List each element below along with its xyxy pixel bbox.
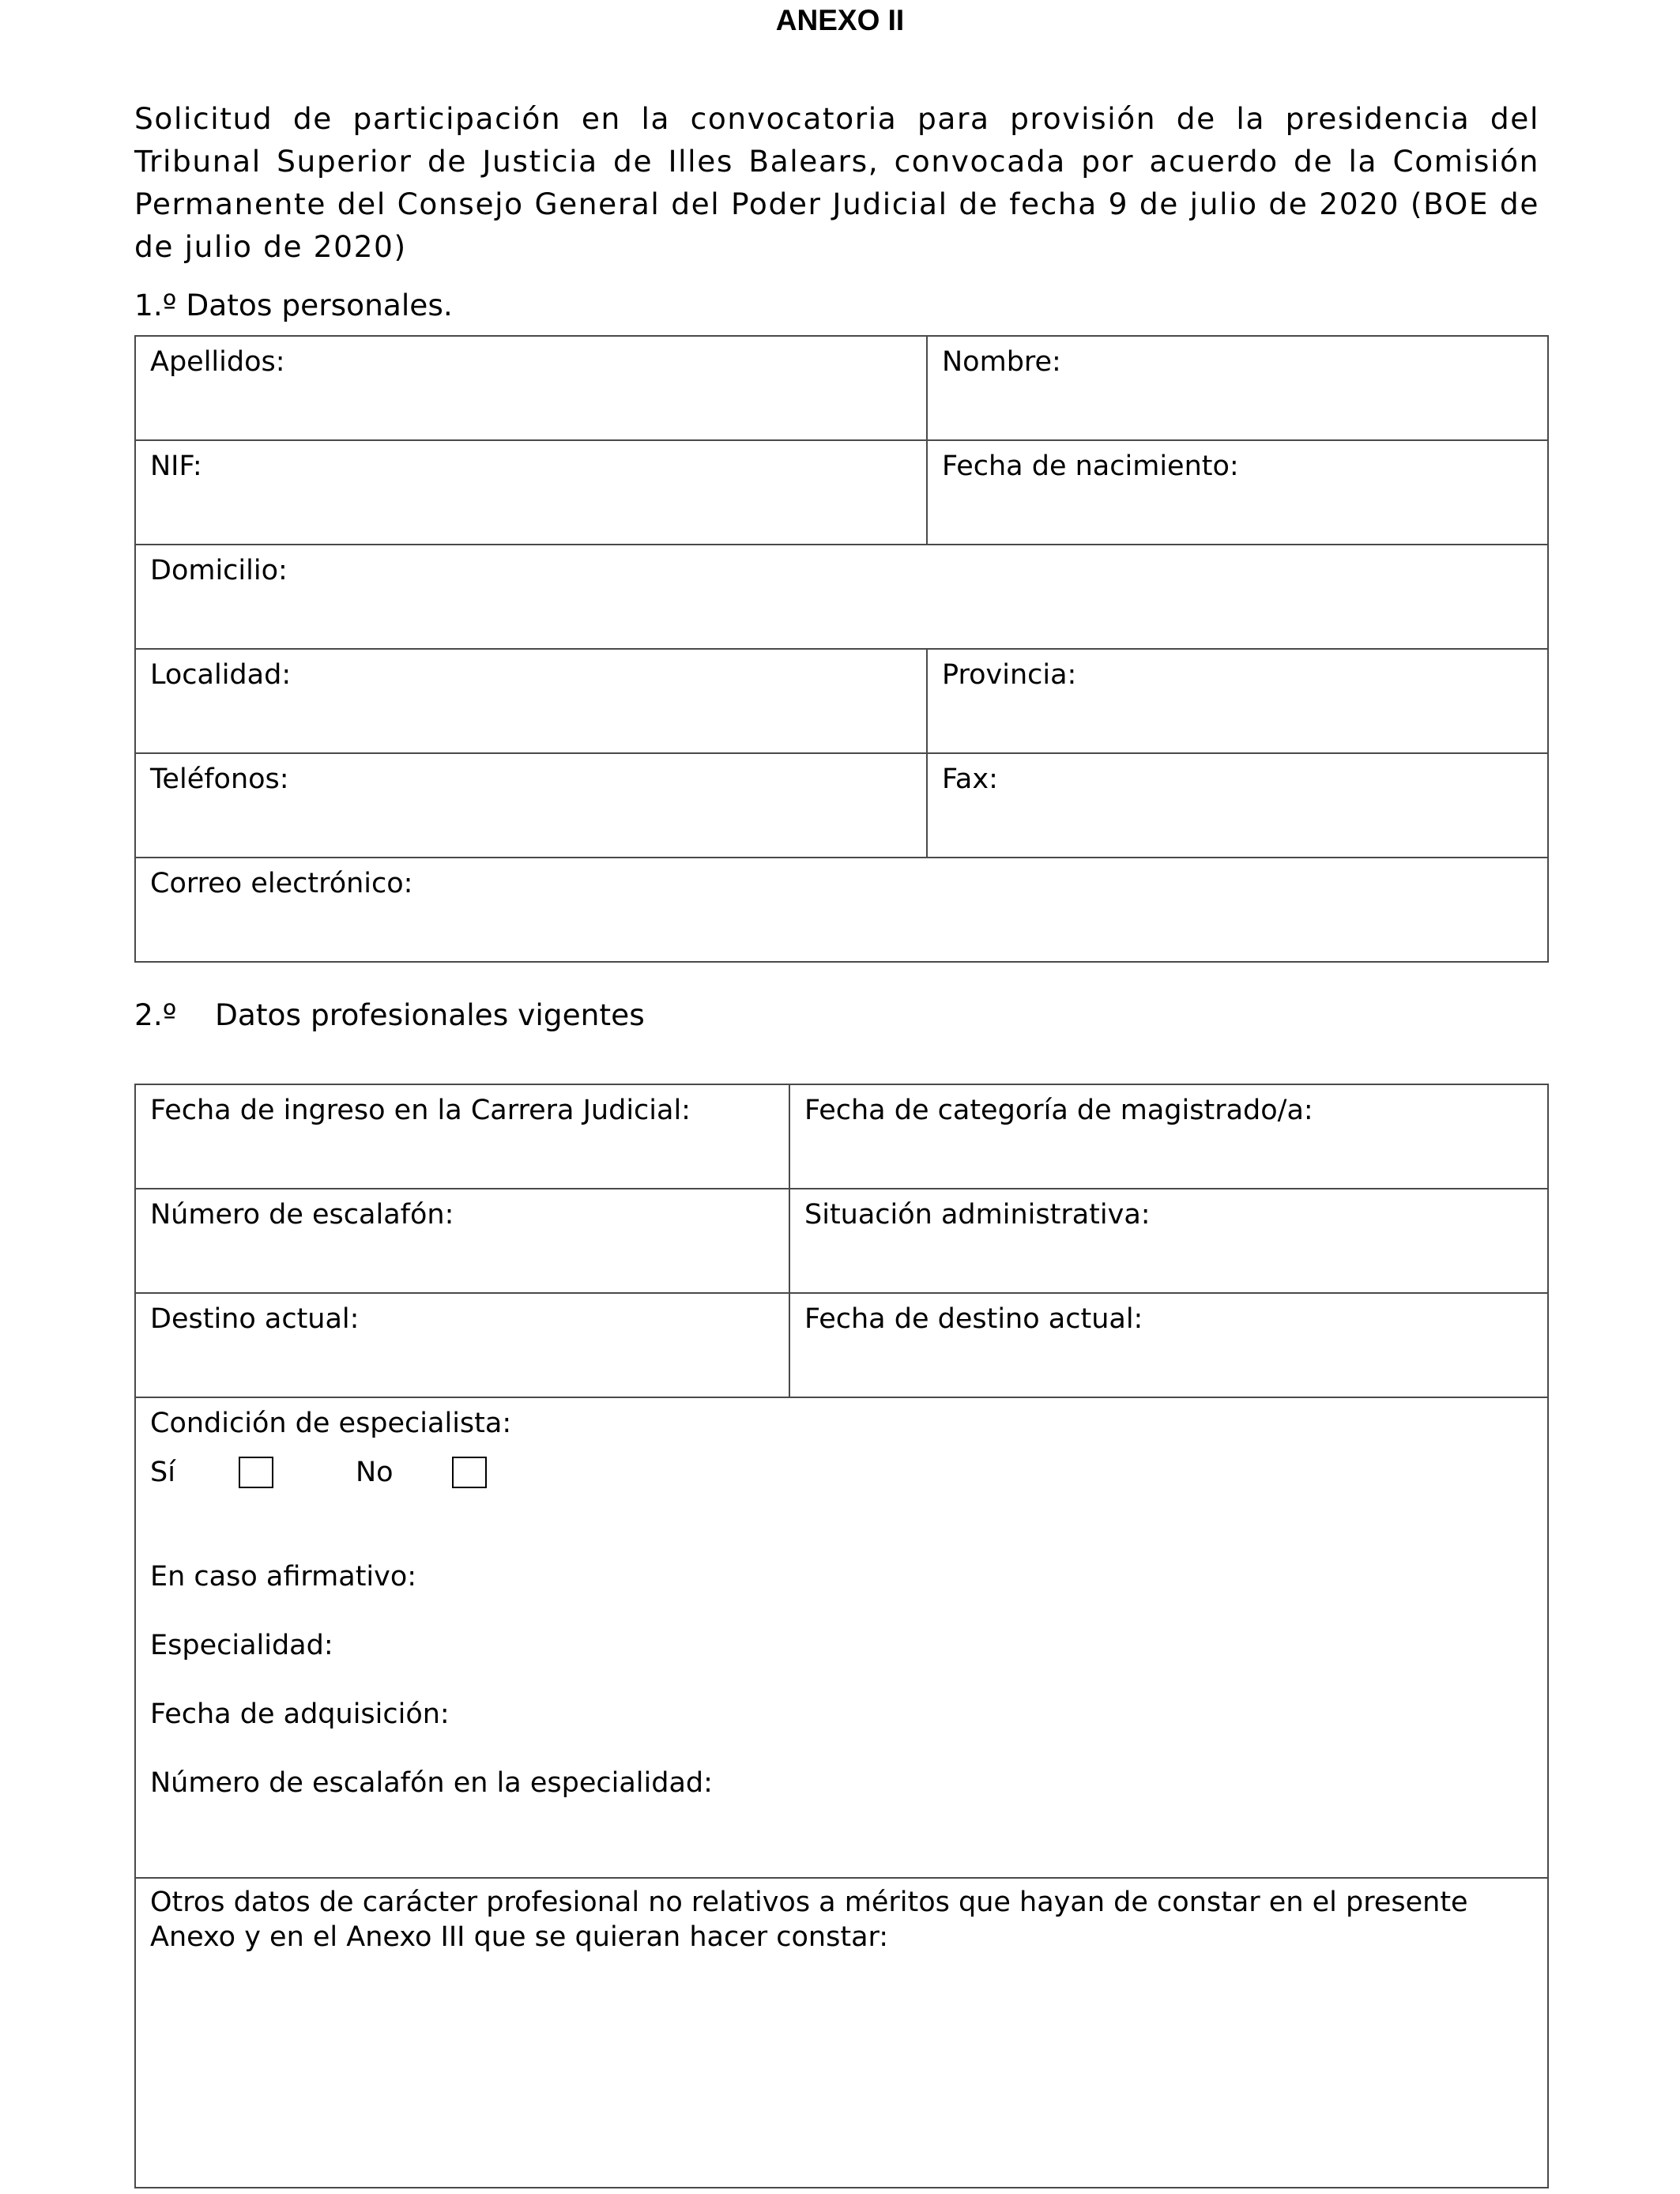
address-field[interactable]	[135, 545, 1548, 649]
yes-label: Sí	[150, 1457, 175, 1488]
current-post-date-field[interactable]	[789, 1293, 1548, 1397]
email-label: Correo electrónico:	[150, 868, 413, 899]
phones-label: Teléfonos:	[150, 763, 289, 795]
administrative-status-field[interactable]	[789, 1189, 1548, 1293]
locality-field[interactable]	[135, 649, 927, 753]
province-label: Provincia:	[942, 659, 1077, 691]
fax-field[interactable]	[927, 753, 1548, 858]
nif-label: NIF:	[150, 450, 202, 482]
province-field[interactable]	[927, 649, 1548, 753]
specialty-label[interactable]: Especialidad:	[150, 1630, 333, 1661]
specialist-checkbox-row	[150, 1455, 1533, 1507]
acquisition-date-label[interactable]: Fecha de adquisición:	[150, 1698, 450, 1730]
entry-date-label: Fecha de ingreso en la Carrera Judicial:	[150, 1095, 691, 1126]
no-label: No	[356, 1457, 394, 1488]
ranking-number-field[interactable]	[135, 1189, 789, 1293]
specialist-condition-cell	[135, 1397, 1548, 1878]
entry-date-field[interactable]	[135, 1084, 789, 1189]
birth-date-label: Fecha de nacimiento:	[942, 450, 1239, 482]
section-heading-professional	[134, 996, 645, 1034]
category-date-field[interactable]	[789, 1084, 1548, 1189]
nombre-label: Nombre:	[942, 346, 1061, 378]
specialty-ranking-label[interactable]: Número de escalafón en la especialidad:	[150, 1767, 713, 1799]
ranking-number-label: Número de escalafón:	[150, 1199, 454, 1231]
birth-date-field[interactable]	[927, 440, 1548, 545]
section-number: 2.º	[134, 997, 177, 1032]
phones-field[interactable]	[135, 753, 927, 858]
address-label: Domicilio:	[150, 555, 288, 586]
section-title: Datos profesionales vigentes	[215, 997, 645, 1032]
nif-field[interactable]	[135, 440, 927, 545]
other-data-field[interactable]	[135, 1878, 1548, 2188]
current-post-field[interactable]	[135, 1293, 789, 1397]
intro-paragraph: Solicitud de participación en la convocatoria para provisión de la presidencia del Tribunal Superior de Justicia de Illes Balears, convocada por acuerdo de la Comisión Permanente del Consejo General del Poder Judicial de fecha 9 de julio de 2020 (BOE de de julio de 2020)	[134, 101, 1539, 264]
locality-label: Localidad:	[150, 659, 292, 691]
email-field[interactable]	[135, 858, 1548, 962]
current-post-label: Destino actual:	[150, 1303, 360, 1335]
nombre-field[interactable]	[927, 336, 1548, 440]
yes-checkbox[interactable]	[239, 1457, 273, 1488]
apellidos-label: Apellidos:	[150, 346, 285, 378]
personal-data-table	[134, 335, 1549, 963]
apellidos-field[interactable]	[135, 336, 927, 440]
specialist-condition-label: Condición de especialista:	[150, 1408, 512, 1439]
other-data-label: Otros datos de carácter profesional no relativos a méritos que hayan de constar en el presente Anexo y en el Anexo III que se quieran hacer constar:	[150, 1887, 1468, 1953]
category-date-label: Fecha de categoría de magistrado/a:	[804, 1095, 1313, 1126]
professional-data-table	[134, 1084, 1549, 2188]
no-checkbox[interactable]	[452, 1457, 487, 1488]
fax-label: Fax:	[942, 763, 998, 795]
current-post-date-label: Fecha de destino actual:	[804, 1303, 1143, 1335]
document-title: ANEXO II	[775, 4, 905, 36]
section-heading-personal: 1.º Datos personales.	[134, 288, 453, 322]
affirmative-case-label: En caso afirmativo:	[150, 1561, 417, 1593]
administrative-status-label: Situación administrativa:	[804, 1199, 1151, 1231]
